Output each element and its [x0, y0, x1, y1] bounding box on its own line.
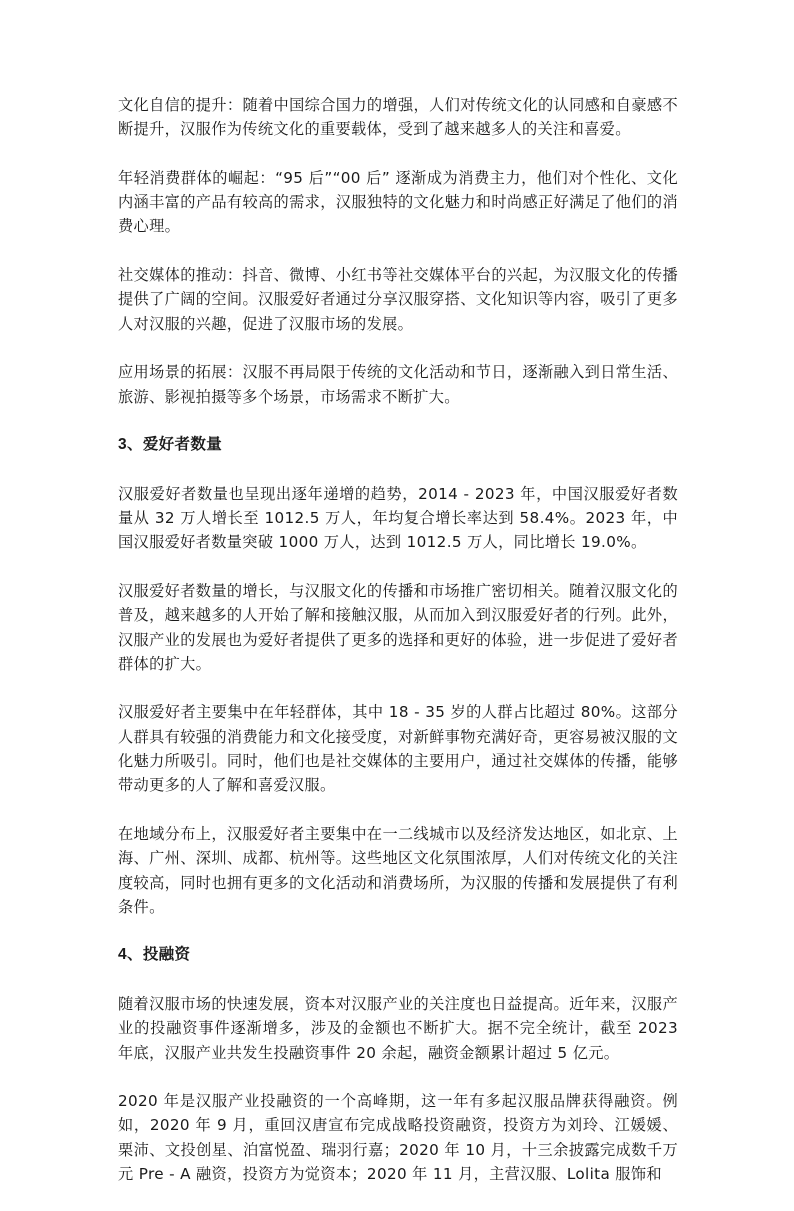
paragraph-age-distribution: 汉服爱好者主要集中在年轻群体，其中 18 - 35 岁的人群占比超过 80%。这部分人群具有较强的消费能力和文化接受度，对新鲜事物充满好奇，更容易被汉服的文化魅力所吸引。同时，他们也是社交媒体的主要用户，通过社交媒体的传播，能够带动更多的人了解和喜爱汉服。	[118, 703, 678, 795]
paragraph-growth-drivers: 汉服爱好者数量的增长，与汉服文化的传播和市场推广密切相关。随着汉服文化的普及，越来越多的人开始了解和接触汉服，从而加入到汉服爱好者的行列。此外，汉服产业的发展也为爱好者提供了更多的选择和更好的体验，进一步促进了爱好者群体的扩大。	[118, 581, 678, 673]
paragraph-regional-distribution: 在地域分布上，汉服爱好者主要集中在一二线城市以及经济发达地区，如北京、上海、广州、深圳、成都、杭州等。这些地区文化氛围浓厚，人们对传统文化的关注度较高，同时也拥有更多的文化活动和消费场所，为汉服的传播和发展提供了有利条件。	[118, 824, 678, 916]
document-page	[118, 93, 678, 1211]
paragraph-social-media: 社交媒体的推动：抖音、微博、小红书等社交媒体平台的兴起，为汉服文化的传播提供了广阔的空间。汉服爱好者通过分享汉服穿搭、文化知识等内容，吸引了更多人对汉服的兴趣，促进了汉服市场的发展。	[118, 266, 678, 333]
paragraph-enthusiast-growth: 汉服爱好者数量也呈现出逐年递增的趋势，2014 - 2023 年，中国汉服爱好者数量从 32 万人增长至 1012.5 万人，年均复合增长率达到 58.4%。2023 年，中国汉服爱好者数量突破 1000 万人，达到 1012.5 万人，同比增长 19.0%。	[118, 484, 678, 552]
section-heading-investment: 4、投融资	[118, 946, 191, 964]
paragraph-investment-overview: 随着汉服市场的快速发展，资本对汉服产业的关注度也日益提高。近年来，汉服产业的投融资事件逐渐增多，涉及的金额也不断扩大。据不完全统计，截至 2023 年底，汉服产业共发生投融资事件 20 余起，融资金额累计超过 5 亿元。	[118, 994, 678, 1062]
paragraph-young-consumers: 年轻消费群体的崛起：“95 后”“00 后” 逐渐成为消费主力，他们对个性化、文化内涵丰富的产品有较高的需求，汉服独特的文化魅力和时尚感正好满足了他们的消费心理。	[118, 168, 678, 236]
paragraph-cultural-confidence: 文化自信的提升：随着中国综合国力的增强，人们对传统文化的认同感和自豪感不断提升，汉服作为传统文化的重要载体，受到了越来越多人的关注和喜爱。	[118, 96, 678, 139]
paragraph-application-scenarios: 应用场景的拓展：汉服不再局限于传统的文化活动和节日，逐渐融入到日常生活、旅游、影视拍摄等多个场景，市场需求不断扩大。	[118, 363, 678, 406]
section-heading-enthusiasts: 3、爱好者数量	[118, 436, 223, 454]
paragraph-investment-2020: 2020 年是汉服产业投融资的一个高峰期，这一年有多起汉服品牌获得融资。例如，2020 年 9 月，重回汉唐宣布完成战略投资融资，投资方为刘玲、江媛媛、栗沛、文投创星、泊富悦盈、瑞羽行嘉；2020 年 10 月，十三余披露完成数千万元 Pre - A 融资，投资方为觉资本；2020 年 11 月，主营汉服、Lolita 服饰和	[118, 1092, 678, 1184]
